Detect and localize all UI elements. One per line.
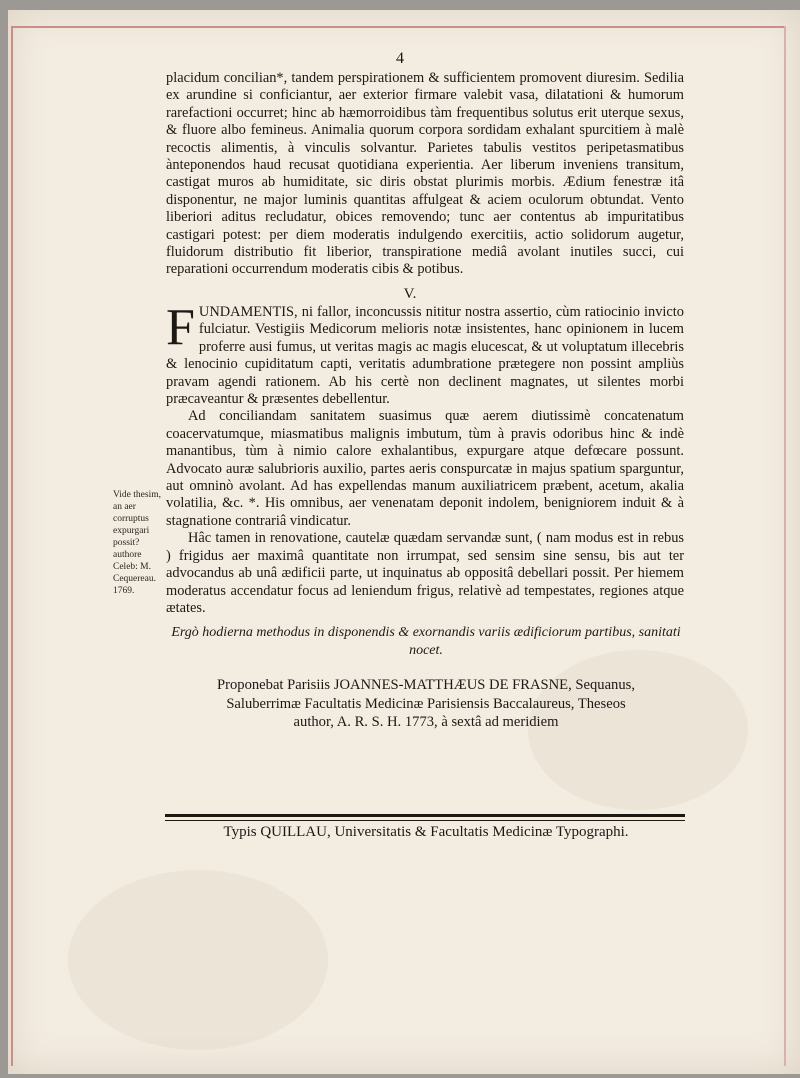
page-number: 4 [396,50,404,67]
colophon-rule [165,814,685,817]
conclusion: Ergò hodierna methodus in disponendis & exornandis variis ædificiorum partibus, sanitati nocet. [171,625,681,658]
drop-cap: F [166,299,195,356]
paper-stain [68,870,328,1050]
red-border-right [784,26,786,1066]
proponent-line: author, A. R. S. H. 1773, à sextâ ad meridiem [293,714,559,730]
section-paragraph-2: Ad conciliandam sanitatem suasimus quæ aerem diutissimè concatenatum coacervatumque, miasmatibus malignis imbutum, tùm à pravis odoribus hinc & indè manantibus, tùm à nimio calore exhalantibus, expurgare atque defœcare possunt. Advocato auræ salubrioris auxilio, partes aeris conspurcatæ in majus spatium sparguntur, aut omninò avolant. Ad has expellendas manum auxiliatricem præbent, acetum, akalia volatilia, &c. *. His omnibus, aer venenatam deponit indolem, benigniorem induit & à stagnatione contrariâ vindicatur. [166,408,684,529]
section-number: V. [403,286,417,302]
section-body [166,299,684,617]
red-border-left [11,26,13,1066]
section-paragraph-1: UNDAMENTIS, ni fallor, inconcussis nititur nostra assertio, cùm ratiocinio invicto fulciatur. Vestigiis Medicorum melioris notæ insistentes, hanc opinionem in lucem proferre ausi fumus, ut veritas magis ac magis elucescat, & ut voluptatum illecebris & lenocinio cupiditatum capti, veritatis adumbratione prætegere non possint ampliùs pravam agendi rationem. Ab his certè non declinent magnates, ut silentes morbi præcaveantur & præsentes debellentur. [166,304,684,408]
section-paragraph-3: Hâc tamen in renovatione, cautelæ quædam servandæ sunt, ( nam modus est in rebus ) frigidus aer maximâ quantitate non irrumpat, sed sensim sine sensu, bis aut ter advocandus ab unâ ædificii parte, ut inquinatus ab oppositâ debellari possit. Per hiemem moderatus accendatur focus ad leniendum frigus, relativè ad tempestates, regiones atque ætates. [166,530,684,616]
colophon: Typis QUILLAU, Universitatis & Facultatis Medicinæ Typographi. [223,824,629,840]
proponent-line: Proponebat Parisiis JOANNES-MATTHÆUS DE FRASNE, Sequanus, [217,677,635,693]
red-border-top [11,26,786,28]
proponent-block [166,676,686,732]
colophon-rule-thin [165,820,685,821]
margin-note: Vide thesim, an aer corruptus expurgari possit? authore Celeb: M. Cequereau. 1769. [113,490,161,596]
top-paragraph: placidum concilian*, tandem perspirationem & sufficientem promovent diuresim. Sedilia ex arundine si conficiantur, aer exterior firmare valebit vasa, dilatationi & humorum rarefactioni occurret; hinc ab hæmorroidibus tàm frequentibus solutus erit uterque sexus, & fluore albo femineus. Animalia quorum corpora sordidam exhalant spurcitiem à malè recoctis alimentis, à vinculis solvantur. Parietes tabulis vestitos peripetasmatibus ànteponendos haud recusat quotidiana experientia. Aer liberum inveniens transitum, castigat muros ab humiditate, sic diris obstat plurimis morbis. Ædium fenestræ itâ disponentur, ne major luminis quantitas affulgeat & aciem oculorum obtundat. Vento liberiori aditus recludatur, obices removendo; tunc aer contentus ab impuritatibus castigari potest: per diem moderatis indulgendo exercitiis, actio solidorum augetur, fluidorum distributio fit liberior, transpiratione mediâ avolant inutiles succi, cui reparationi occurrendum moderatis cibis & potibus. [166,70,684,278]
proponent-line: Saluberrimæ Facultatis Medicinæ Parisiensis Baccalaureus, Theseos [226,695,626,712]
